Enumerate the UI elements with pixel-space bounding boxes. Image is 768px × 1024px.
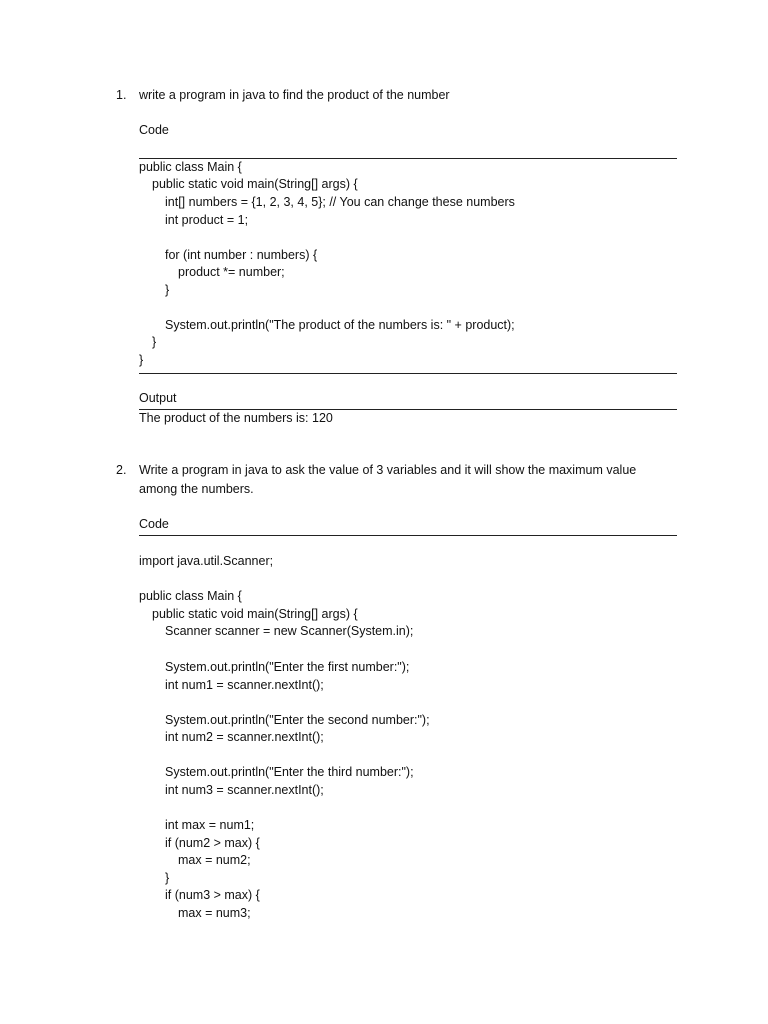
code-line: product *= number; — [178, 265, 285, 279]
q2-code-heading: Code — [139, 517, 169, 531]
code-line: Scanner scanner = new Scanner(System.in); — [165, 624, 414, 638]
code-line: if (num2 > max) { — [165, 836, 260, 850]
code-line: } — [165, 283, 170, 297]
code-line: int[] numbers = {1, 2, 3, 4, 5}; // You can change these numbers — [165, 195, 515, 209]
code-line: public static void main(String[] args) { — [152, 177, 358, 191]
code-line: max = num2; — [178, 853, 251, 867]
q2-question-line2: among the numbers. — [139, 482, 254, 496]
code-line: } — [165, 871, 170, 885]
q1-code-heading: Code — [139, 123, 169, 137]
code-line: System.out.println("Enter the third number:"); — [165, 765, 414, 779]
code-line: System.out.println("Enter the first number:"); — [165, 660, 410, 674]
q2-number: 2. — [116, 463, 127, 477]
code-line: int max = num1; — [165, 818, 255, 832]
q1-question: write a program in java to find the product of the number — [139, 88, 450, 102]
code-line: System.out.println("The product of the numbers is: " + product); — [165, 318, 515, 332]
code-line: public static void main(String[] args) { — [152, 607, 358, 621]
code-line: int num3 = scanner.nextInt(); — [165, 783, 324, 797]
code-line: if (num3 > max) { — [165, 888, 260, 902]
code-line: int num2 = scanner.nextInt(); — [165, 730, 324, 744]
q2-question-line1: Write a program in java to ask the value of 3 variables and it will show the maximum value — [139, 463, 637, 477]
q1-code-bottom-rule — [139, 373, 677, 374]
code-line: public class Main { — [139, 589, 242, 603]
code-line: max = num3; — [178, 906, 251, 920]
code-line: public class Main { — [139, 160, 242, 174]
code-line: for (int number : numbers) { — [165, 248, 318, 262]
code-line: } — [139, 353, 144, 367]
q1-output-text: The product of the numbers is: 120 — [139, 411, 333, 425]
code-line: import java.util.Scanner; — [139, 554, 274, 568]
code-line: System.out.println("Enter the second number:"); — [165, 713, 430, 727]
q1-output-heading: Output — [139, 391, 177, 405]
q1-number: 1. — [116, 88, 127, 102]
code-line: int product = 1; — [165, 213, 249, 227]
code-line: } — [152, 335, 157, 349]
code-line: int num1 = scanner.nextInt(); — [165, 678, 324, 692]
q2-code-top-rule — [139, 535, 677, 536]
